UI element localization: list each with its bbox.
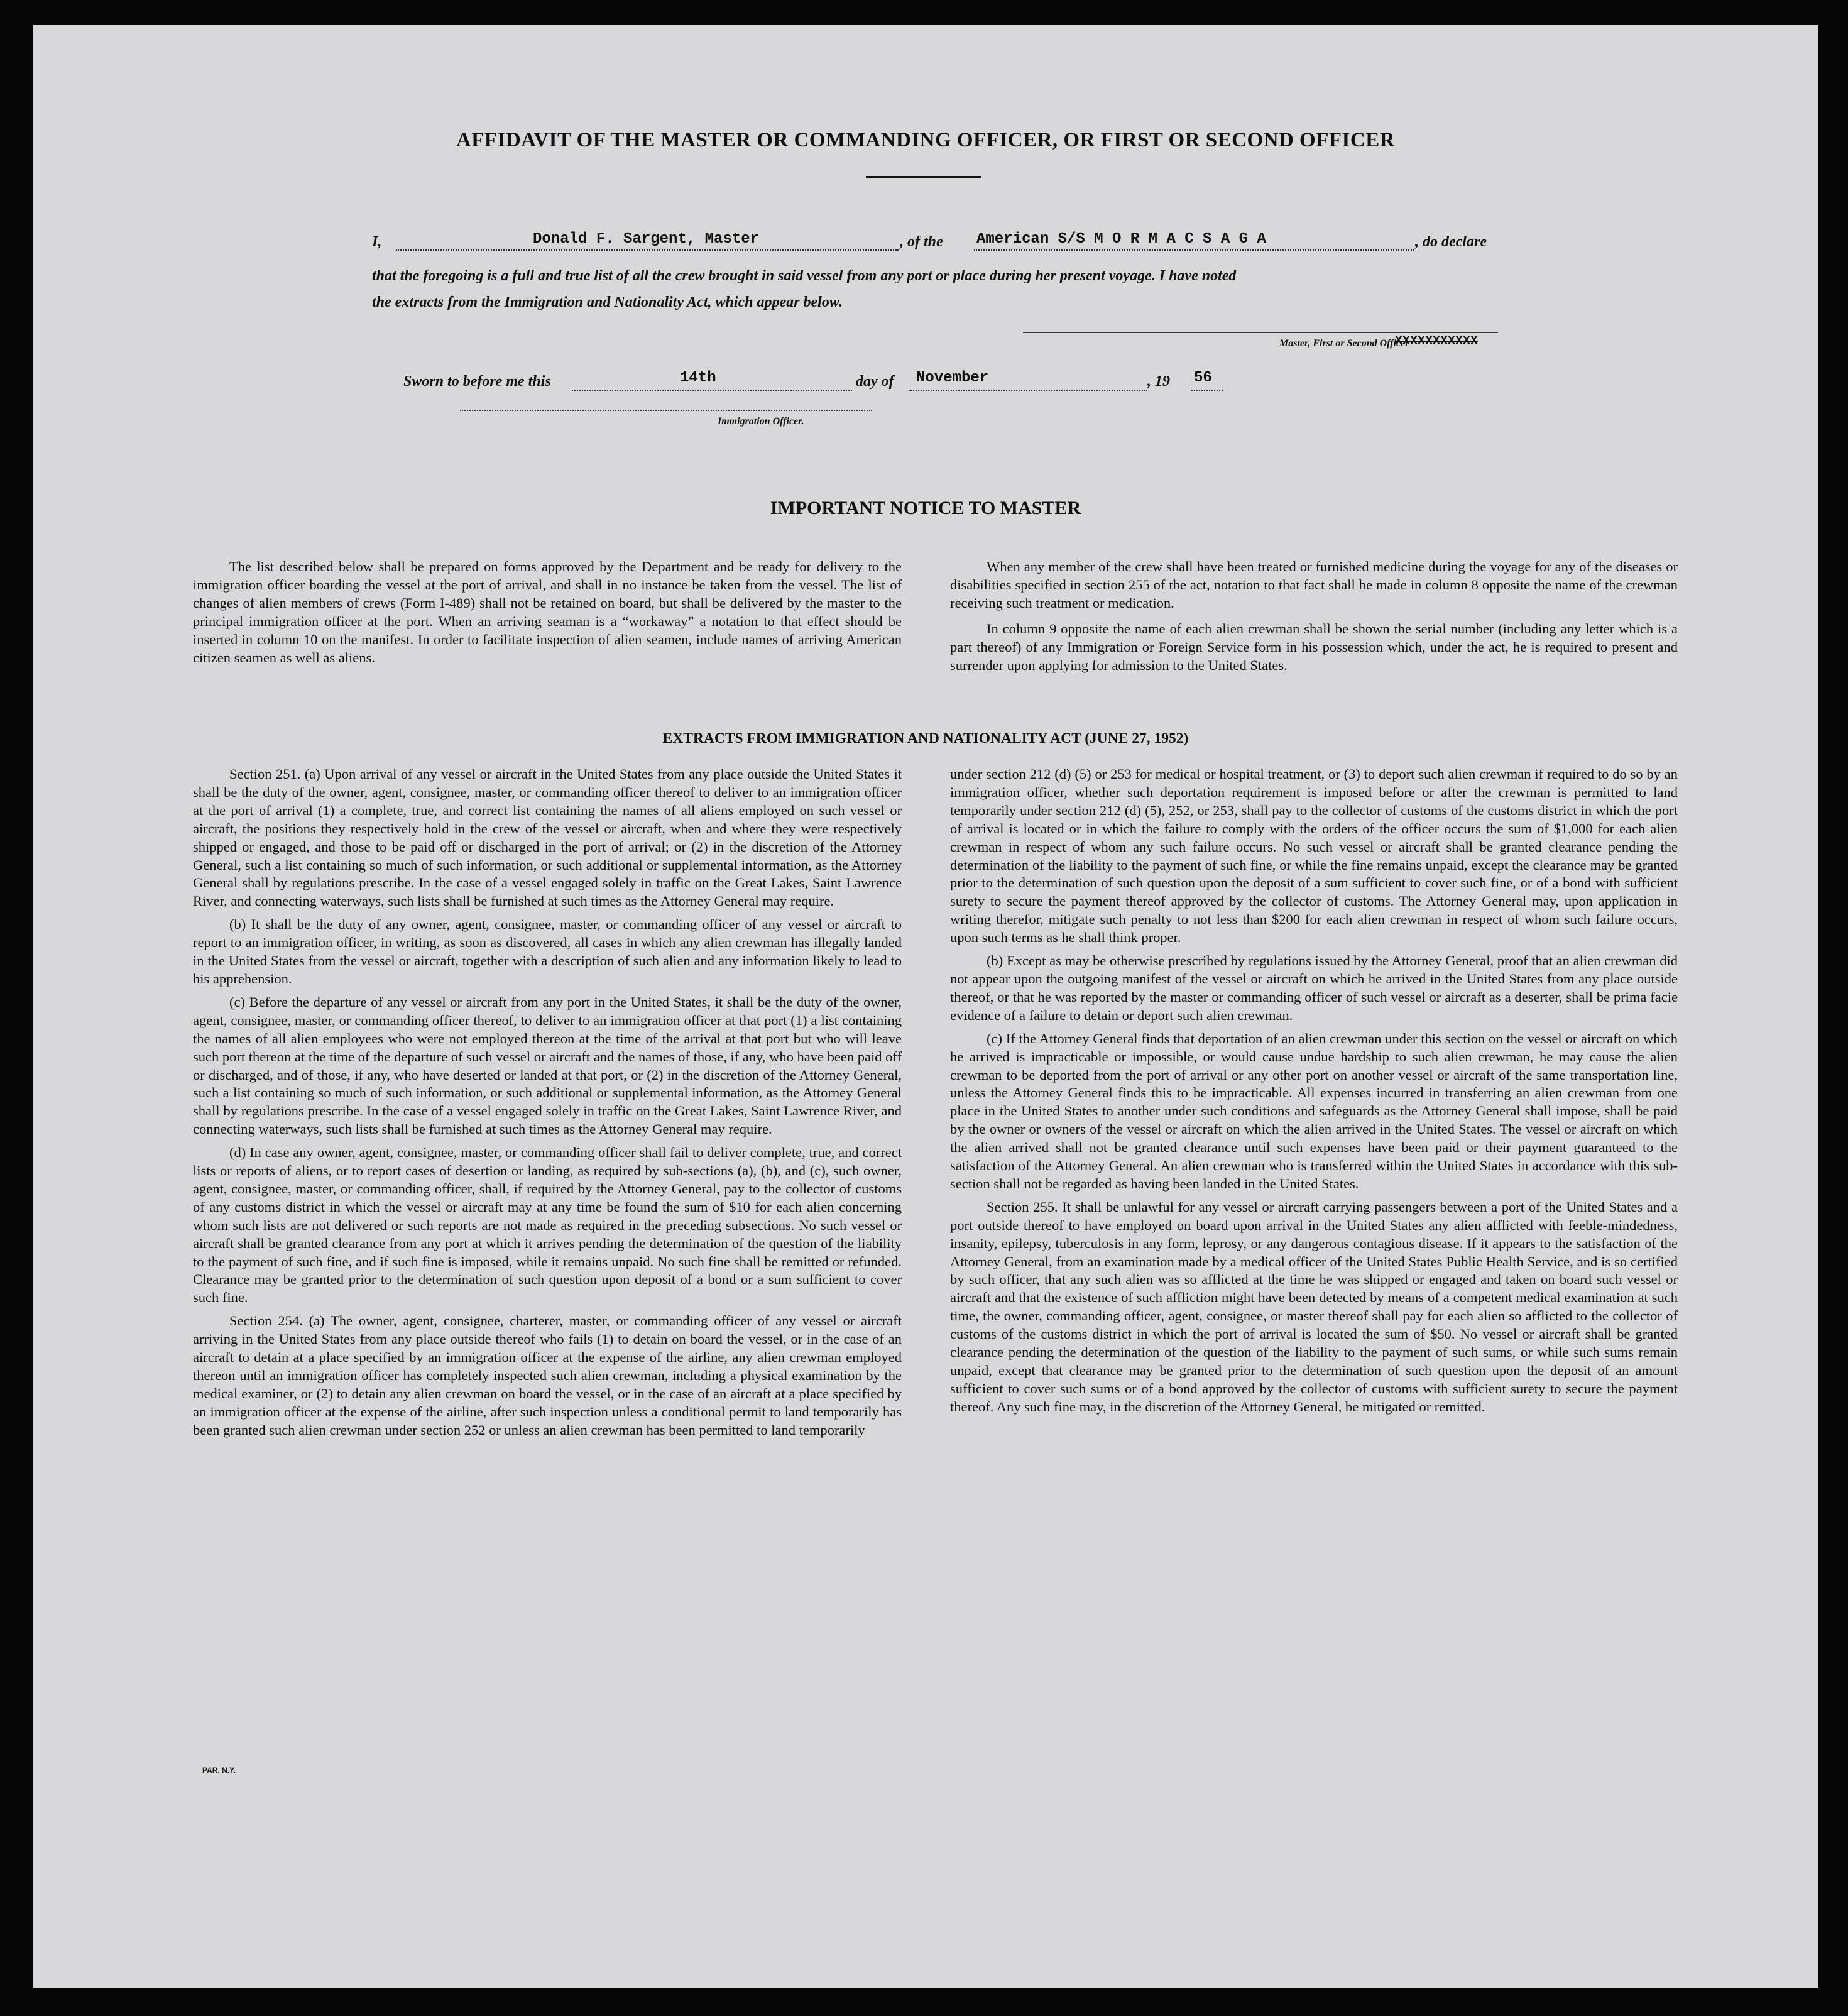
section-254-c: (c) If the Attorney General finds that deportation of an alien crewman under this section on the vessel or aircraft on which he arrived is impracticable or impossible, or would cause undue hardship to such alien crewman, he may cause the alien crewman to be deported from the port of arrival or any other port on another vessel or aircraft of the same transportation line, unless the Attorney General finds this to be impracticable. All expenses incurred in transferring an alien crewman from one place in the United States to another under such conditions and safeguards as the Attorney General shall impose, shall be paid by the owner or owners of the vessel or aircraft on which the alien arrived in the United States. The vessel or aircraft on which the alien arrived shall not be granted clearance until such expenses have been paid or their payment guaranteed to the satisfaction of the Attorney General. An alien crewman who is transferred within the United States in accordance with this sub-section shall not be regarded as having been landed in the United States. — [950, 1030, 1678, 1192]
declaration-line-3: the extracts from the Immigration and Nationality Act, which appear below. — [372, 294, 843, 310]
sworn-year: 56 — [1194, 370, 1212, 386]
extracts-right-column — [950, 765, 1678, 1416]
immigration-officer-caption: Immigration Officer. — [718, 416, 804, 427]
section-251-a: Section 251. (a) Upon arrival of any vessel or aircraft in the United States from any place outside the United States it shall be the duty of the owner, agent, consignee, master, or commanding officer thereof to deliver to an immigration officer at the port of arrival (1) a complete, true, and correct list containing the names of all aliens employed on such vessel or aircraft, the positions they respectively hold in the crew of the vessel or aircraft, when and where they were respectively shipped or engaged, and those to be paid off or discharged in the port of arrival; or (2) in the discretion of the Attorney General, such a list containing so much of such information, or such additional or supplemental information, as the Attorney General shall by regulations prescribe. In the case of a vessel engaged solely in traffic on the Great Lakes, Saint Lawrence River, and connecting waterways, such lists shall be furnished at such times as the Attorney General may require. — [193, 766, 902, 909]
typed-strikeout: XXXXXXXXXXX — [1395, 334, 1479, 349]
sworn-month-line — [909, 390, 1147, 391]
day-of-label: day of — [856, 373, 894, 390]
extracts-title: EXTRACTS FROM IMMIGRATION AND NATIONALITY ACT (JUNE 27, 1952) — [662, 730, 1189, 747]
master-signature-caption: Master, First or Second Officer — [1279, 338, 1409, 349]
i-label: I, — [372, 234, 382, 250]
immigration-officer-line — [460, 410, 872, 411]
section-251-d: (d) In case any owner, agent, consignee, master, or commanding officer shall fail to deliver complete, true, and correct lists or reports of aliens, or to report cases of desertion or landing, as required by sub-sections (a), (b), and (c), such owner, agent, consignee, master, or commanding officer, shall, if required by the Attorney General, pay to the collector of customs of any customs district in which the vessel or aircraft may at any time be found the sum of $10 for each alien concerning whom such lists are not delivered or such reports are not made as required in the preceding subsections. No such vessel or aircraft shall be granted clearance from any port at which it arrives pending the determination of the question of the liability to the payment of such fine, and if such fine is imposed, while it remains unpaid. No such fine shall be remitted or refunded. Clearance may be granted prior to the determination of such question upon deposit of a bond or a sum sufficient to cover such fine. — [193, 1144, 902, 1306]
sworn-day: 14th — [680, 370, 716, 386]
notice-title: IMPORTANT NOTICE TO MASTER — [770, 498, 1081, 518]
affidavit-title: AFFIDAVIT OF THE MASTER OR COMMANDING OFFICER, OR FIRST OR SECOND OFFICER — [456, 129, 1396, 151]
notice-right-column — [950, 558, 1678, 674]
printer-mark: PAR. N.Y. — [202, 1766, 236, 1775]
vessel-name: American S/S M O R M A C S A G A — [976, 231, 1266, 248]
declarant-name: Donald F. Sargent, Master — [533, 231, 760, 248]
sworn-day-line — [572, 390, 852, 391]
of-the-label: , of the — [900, 234, 943, 250]
notice-right-paragraph-1: When any member of the crew shall have been treated or furnished medicine during the voyage for any of the diseases or disabilities specified in section 255 of the act, notation to that fact shall be made in column 8 opposite the name of the crewman receiving such treatment or medication. — [950, 559, 1678, 611]
sworn-label: Sworn to before me this — [403, 373, 551, 390]
master-signature-line — [1023, 332, 1498, 333]
sworn-month: November — [916, 370, 989, 386]
notice-left-paragraph: The list described below shall be prepared on forms approved by the Department and be ready for delivery to the immigration officer boarding the vessel at the port of arrival, and shall in no instance be taken from the vessel. The list of changes of alien members of crews (Form I-489) shall not be retained on board, but shall be delivered by the master to the principal immigration officer at the port. When an arriving seaman is a “workaway” a notation to that effect should be inserted in column 10 on the manifest. In order to facilitate inspection of alien seamen, include names of arriving American citizen seamen as well as aliens. — [193, 559, 902, 666]
section-254-a: Section 254. (a) The owner, agent, consignee, charterer, master, or commanding officer of any vessel or aircraft arriving in the United States from any place outside thereof who fails (1) to detain on board the vessel, or in the case of an aircraft to detain at a place specified by an immigration officer at the expense of the airline, any alien crewman employed thereon until an immigration officer has completely inspected such alien crewman, including a physical examination by the medical examiner, or (2) to detain any alien crewman on board the vessel, or in the case of an aircraft at a place specified by an immigration officer at the expense of the airline, after such inspection unless a conditional permit to land temporarily has been granted such alien crewman under section 252 or unless an alien crewman has been permitted to land temporarily — [193, 1313, 902, 1438]
section-251-c: (c) Before the departure of any vessel or aircraft from any port in the United States, it shall be the duty of the owner, agent, consignee, master, or commanding officer thereof, to deliver to an immigration officer at that port (1) a list containing the names of all alien employees who were not employed thereon at the time of the arrival at that port but who will leave such port thereon at the time of the departure of such vessel or aircraft and the names of those, if any, who have been paid off or discharged, and of those, if any, who have deserted or landed at that port, or (2) in the discretion of the Attorney General, such a list containing so much of such information, or such additional or supplemental information, as the Attorney General shall by regulations prescribe. In the case of a vessel engaged solely in traffic on the Great Lakes, Saint Lawrence River, and connecting waterways, such lists shall be furnished at such times as the Attorney General may require. — [193, 994, 902, 1137]
section-254-b: (b) Except as may be otherwise prescribed by regulations issued by the Attorney General, proof that an alien crewman did not appear upon the outgoing manifest of the vessel or aircraft on which he arrived in the United States from any place outside thereof, or that he was reported by the master or commanding officer of such vessel or aircraft as a deserter, shall be prima facie evidence of a failure to detain or deport such alien crewman. — [950, 953, 1678, 1023]
section-251-b: (b) It shall be the duty of any owner, agent, consignee, master, or commanding officer of any vessel or aircraft to report to an immigration officer, in writing, as soon as discovered, all cases in which any alien crewman has illegally landed in the United States from the vessel or aircraft, together with a description of such alien and any information likely to lead to his apprehension. — [193, 916, 902, 987]
notice-left-column — [193, 558, 902, 667]
title-underline — [866, 176, 981, 178]
vessel-line — [974, 249, 1414, 251]
declaration-line-2: that the foregoing is a full and true list of all the crew brought in said vessel from any port or place during her present voyage. I have noted — [372, 268, 1237, 284]
extracts-left-column — [193, 765, 902, 1440]
section-254-a-continued: under section 212 (d) (5) or 253 for medical or hospital treatment, or (3) to deport such alien crewman if required to do so by an immigration officer, whether such deportation requirement is imposed before or after the crewman is permitted to land temporarily under section 212 (d) (5), 252, or 253, shall pay to the collector of customs of the customs district in which the port of arrival is located or in which the failure to comply with the orders of the officer occurs the sum of $1,000 for each alien crewman in respect of whom any such failure occurs. No such vessel or aircraft shall be granted clearance pending the determination of the liability to the payment of such fine, or while the fine remains unpaid, except the clearance may be granted prior to the determination of such question upon the deposit of a sum sufficient to cover such fine, or of a bond with sufficient surety to secure the payment thereof approved by the collector of customs. The Attorney General may, upon application in writing therefor, mitigate such penalty to not less than $200 for each alien crewman in respect of whom such failure occurs, upon such terms as he shall think proper. — [950, 766, 1678, 946]
document-sheet — [33, 25, 1818, 1988]
do-declare-label: , do declare — [1415, 234, 1487, 250]
year-prefix: , 19 — [1147, 373, 1170, 390]
section-255: Section 255. It shall be unlawful for any vessel or aircraft carrying passengers between a port of the United States and a port outside thereof to have employed on board upon arrival in the United States any alien afflicted with feeble-mindedness, insanity, epilepsy, tuberculosis in any form, leprosy, or any dangerous contagious disease. If it appears to the satisfaction of the Attorney General, from an examination made by a medical officer of the United States Public Health Service, and is so certified by such officer, that any such alien was so afflicted at the time he was shipped or engaged and taken on board such vessel or aircraft and that the existence of such affliction might have been detected by means of a competent medical examination at such time, the owner, commanding officer, agent, consignee, or master thereof shall pay for each alien so afflicted to the collector of customs of the customs district in which the port of arrival is located the sum of $50. No vessel or aircraft shall be granted clearance pending the determination of the question of the liability to the payment of such sums, or while such sums remain unpaid, except that clearance may be granted prior to the determination of such question upon the deposit of an amount sufficient to cover such sums or of a bond approved by the collector of customs with sufficient surety to secure the payment thereof. Any such fine may, in the discretion of the Attorney General, be mitigated or remitted. — [950, 1198, 1678, 1415]
sworn-year-line — [1191, 390, 1223, 391]
declarant-line — [396, 249, 899, 251]
notice-right-paragraph-2: In column 9 opposite the name of each alien crewman shall be shown the serial number (including any letter which is a part thereof) of any Immigration or Foreign Service form in his possession which, under the act, he is required to present and surrender upon applying for admission to the United States. — [950, 620, 1678, 673]
